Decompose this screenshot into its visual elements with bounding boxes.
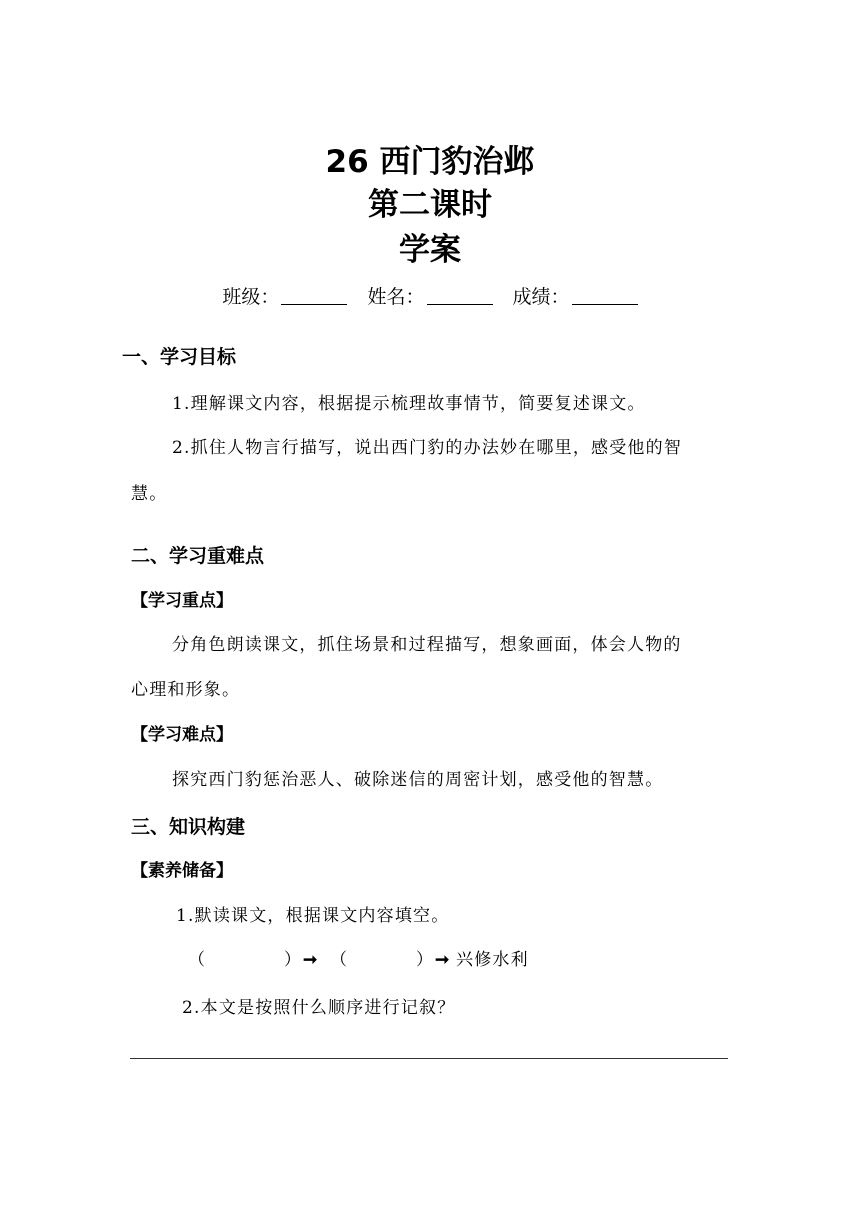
- plot-fill-in-row: [0, 946, 860, 976]
- bottom-divider: [130, 1058, 728, 1059]
- blank-1-open-paren: （: [188, 950, 205, 970]
- arrow-icon: ➞: [435, 950, 450, 970]
- blank-2-answer-area[interactable]: [360, 946, 410, 972]
- difficult-points-text: 探究西门豹惩治恶人、破除迷信的周密计划，感受他的智慧。: [172, 770, 664, 790]
- blank-2-open-paren: （: [330, 950, 347, 970]
- key-points-line1: 分角色朗读课文，抓住场景和过程描写，想象画面，体会人物的: [172, 635, 682, 655]
- difficult-points-label: 【学习难点】: [131, 725, 233, 745]
- plot-end-text: 兴修水利: [456, 950, 529, 970]
- objective-item-2-line1: 2.抓住人物言行描写，说出西门豹的办法妙在哪里，感受他的智: [172, 438, 683, 458]
- lesson-title: 26 西门豹治邺: [325, 144, 535, 180]
- literacy-prep-label: 【素养储备】: [131, 861, 233, 881]
- lesson-period: 第二课时: [368, 187, 492, 223]
- student-info-row: [0, 282, 860, 312]
- score-blank[interactable]: [572, 284, 638, 305]
- blank-1-close-paren: ）: [284, 950, 301, 970]
- section-heading-key-difficult: 二、学习重难点: [131, 545, 265, 567]
- score-label: 成绩：: [512, 286, 570, 308]
- objective-item-1: 1.理解课文内容，根据提示梳理故事情节，简要复述课文。: [172, 394, 646, 414]
- blank-2-close-paren: ）: [416, 950, 433, 970]
- arrow-icon: ➞: [303, 950, 318, 970]
- blank-1-answer-area[interactable]: [218, 946, 278, 972]
- objective-item-2-line2: 慧。: [131, 484, 168, 504]
- name-blank[interactable]: [427, 284, 493, 305]
- section-heading-objectives: 一、学习目标: [122, 346, 237, 368]
- document-type: 学案: [399, 232, 461, 268]
- key-points-line2: 心理和形象。: [131, 680, 241, 700]
- name-label: 姓名：: [367, 286, 425, 308]
- key-points-label: 【学习重点】: [131, 591, 233, 611]
- question-1: 1.默读课文，根据课文内容填空。: [176, 906, 450, 926]
- question-2: 2.本文是按照什么顺序进行记叙？: [182, 998, 456, 1018]
- class-blank[interactable]: [281, 284, 347, 305]
- section-heading-knowledge: 三、知识构建: [131, 816, 246, 838]
- class-label: 班级：: [222, 286, 280, 308]
